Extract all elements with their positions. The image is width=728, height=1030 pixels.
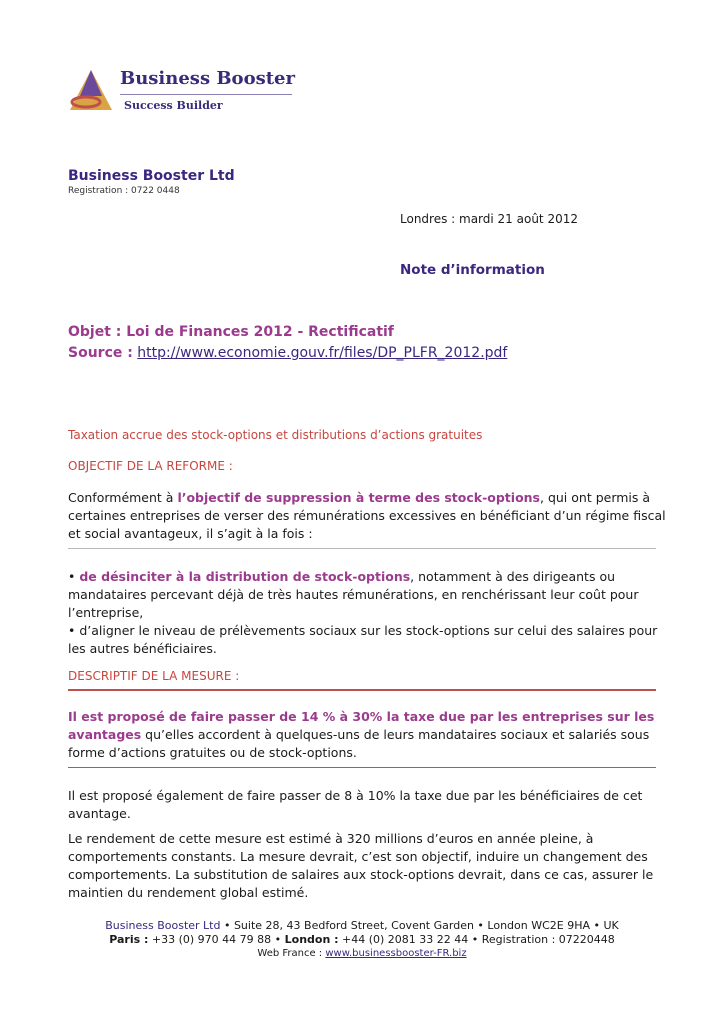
- bullet2-text: • d’aligner le niveau de prélèvements sociaux sur les stock-options sur celui des salaires pour les autres bénéficiaires.: [68, 623, 658, 656]
- paragraph-mesure: [68, 708, 668, 762]
- divider-red-thin: [68, 767, 656, 768]
- divider-red: [68, 689, 656, 691]
- p1-emphasis: l’objectif de suppression à terme des stock-options: [177, 490, 540, 505]
- footer-company: Business Booster Ltd: [105, 919, 221, 932]
- logo-tagline: Success Builder: [124, 99, 223, 112]
- footer-london-phone: +44 (0) 2081 33 22 44 • Registration : 07220448: [338, 933, 615, 946]
- footer-paris-phone: +33 (0) 970 44 79 88 •: [148, 933, 285, 946]
- source-label: Source :: [68, 345, 133, 361]
- topic-line: Taxation accrue des stock-options et distributions d’actions gratuites: [68, 428, 483, 442]
- logo-divider: [120, 94, 292, 95]
- p1-text-a: Conformément à: [68, 490, 178, 505]
- paragraph-beneficiaires: Il est proposé également de faire passer de 8 à 10% la taxe due par les bénéficiaires de cet avantage.: [68, 788, 643, 821]
- source-link[interactable]: http://www.economie.gouv.fr/files/DP_PLFR_2012.pdf: [137, 345, 508, 361]
- paragraph-objectif: [68, 489, 668, 543]
- footer-paris-label: Paris :: [109, 933, 149, 946]
- bullet1-text: , notamment à des dirigeants ou mandataires percevant déjà de très hautes rémunérations, en renchérissant leur coût pour l’entreprise,: [68, 569, 639, 620]
- footer-address: [68, 919, 656, 933]
- p2-text: qu’elles accordent à quelques-uns de leurs mandataires sociaux et salariés sous forme d’actions gratuites ou de stock-options.: [68, 727, 650, 760]
- footer-london-label: London :: [284, 933, 339, 946]
- footer-phones: [68, 933, 656, 947]
- divider-gray: [68, 548, 656, 549]
- document-type: Note d’information: [400, 262, 545, 278]
- footer-web-link[interactable]: www.businessbooster-FR.biz: [325, 948, 467, 959]
- bullet1-mark: •: [68, 569, 80, 584]
- bullet1-emphasis: de désinciter à la distribution de stock-options: [79, 569, 411, 584]
- footer-address-text: • Suite 28, 43 Bedford Street, Covent Garden • London WC2E 9HA • UK: [220, 919, 619, 932]
- paragraph-rendement: Le rendement de cette mesure est estimé à 320 millions d’euros en année pleine, à comportements constants. La mesure devrait, c’est son objectif, induire un changement des comportements. La substitution de salaires aux stock-options devrait, dans ce cas, assurer le maintien du rendement global estimé.: [68, 831, 654, 900]
- source-line: [68, 345, 507, 361]
- footer-web-label: Web France :: [257, 948, 326, 959]
- subject-line: Objet : Loi de Finances 2012 - Rectificatif: [68, 324, 394, 340]
- footer-web: [68, 947, 656, 961]
- logo-triangle-purple: [80, 70, 102, 96]
- registration: Registration : 0722 0448: [68, 186, 180, 196]
- company-name: Business Booster Ltd: [68, 168, 235, 184]
- letter-date: Londres : mardi 21 août 2012: [400, 212, 578, 226]
- p2-emphasis: Il est proposé de faire passer de 14 % à 30% la taxe due par les entreprises sur les avantages: [68, 709, 655, 742]
- descriptif-heading: DESCRIPTIF DE LA MESURE :: [68, 669, 240, 683]
- bullet-list: [68, 568, 668, 658]
- p1-text-c: , qui ont permis à certaines entreprises de verser des rémunérations excessives en bénéficiant d’un régime fiscal et social avantageux, il s’agit à la fois :: [68, 490, 666, 541]
- objectif-heading: OBJECTIF DE LA REFORME :: [68, 459, 233, 473]
- logo-name: Business Booster: [120, 68, 295, 89]
